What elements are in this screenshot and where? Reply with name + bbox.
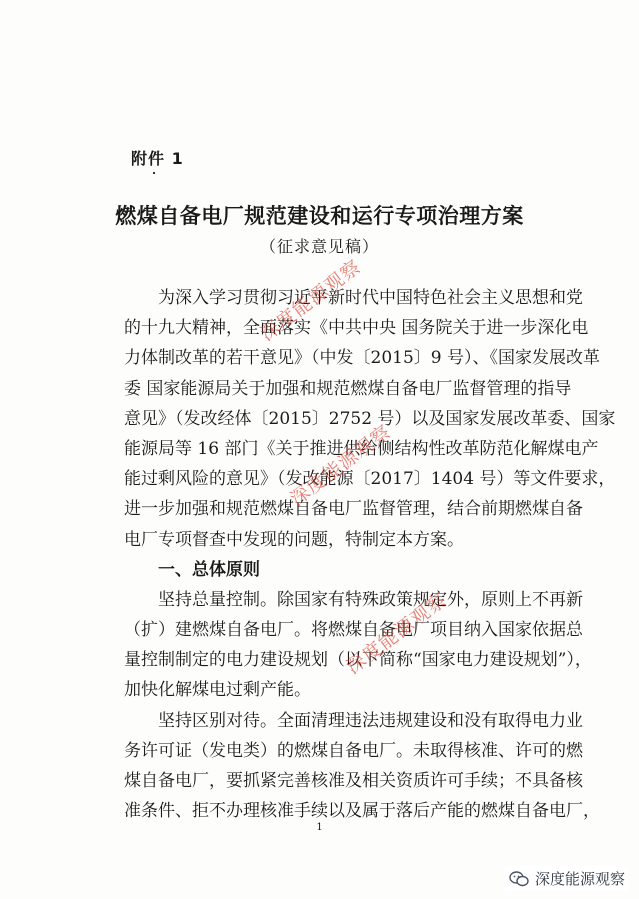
brand-name: 深度能源观察 bbox=[534, 870, 625, 888]
body-line: 能源局等 16 部门《关于推进供给侧结构性改革防范化解煤电产 bbox=[124, 438, 599, 459]
brand-badge bbox=[505, 866, 629, 891]
watermark: 深度能源观察 bbox=[342, 588, 452, 679]
body-line: 进一步加强和规范燃煤自备电厂监督管理，结合前期燃煤自备 bbox=[124, 499, 583, 520]
stray-mark bbox=[153, 172, 155, 174]
page-number: 1 bbox=[316, 822, 323, 833]
attachment-label: 附件 1 bbox=[131, 149, 184, 168]
body-line: 电厂专项督查中发现的问题，特制定本方案。 bbox=[124, 529, 464, 550]
body-line: 的十九大精神，全面落实《中共中央 国务院关于进一步深化电 bbox=[124, 318, 589, 339]
body-line: 量控制制定的电力建设规划（以下简称“国家电力建设规划”）， bbox=[124, 650, 592, 671]
document-subtitle: （征求意见稿） bbox=[259, 237, 379, 256]
body-line: （扩）建燃煤自备电厂。将燃煤自备电厂项目纳入国家依据总 bbox=[124, 620, 583, 641]
wechat-icon bbox=[509, 871, 529, 887]
body-line: 意见》（发改经体〔2015〕2752 号）以及国家发展改革委、国家 bbox=[124, 408, 616, 429]
body-line: 能过剩风险的意见》（发改能源〔2017〕1404 号）等文件要求， bbox=[124, 469, 616, 490]
body-line: 坚持区别对待。全面清理违法违规建设和没有取得电力业 bbox=[158, 710, 583, 731]
body-line: 为深入学习贯彻习近平新时代中国特色社会主义思想和党 bbox=[158, 288, 583, 308]
watermark: 深度能源观察 bbox=[286, 420, 396, 511]
watermark: 深度能源观察 bbox=[256, 255, 366, 346]
document-title: 燃煤自备电厂规范建设和运行专项治理方案 bbox=[115, 204, 524, 228]
body-line: 坚持总量控制。除国家有特殊政策规定外，原则上不再新 bbox=[158, 589, 583, 610]
body-line: 务许可证（发电类）的燃煤自备电厂。未取得核准、许可的燃 bbox=[124, 740, 583, 761]
body-line: 委 国家能源局关于加强和规范燃煤自备电厂监督管理的指导 bbox=[124, 378, 572, 399]
section-heading: 一、总体原则 bbox=[158, 559, 260, 580]
body-line: 力体制改革的若干意见》（中发〔2015〕9 号）、《国家发展改革 bbox=[124, 348, 600, 369]
document-body bbox=[124, 283, 616, 826]
body-line: 准条件、拒不办理核准手续以及属于落后产能的燃煤自备电厂， bbox=[124, 801, 600, 822]
body-line: 加快化解煤电过剩产能。 bbox=[124, 680, 311, 701]
body-line: 煤自备电厂，要抓紧完善核准及相关资质许可手续；不具备核 bbox=[124, 771, 583, 791]
